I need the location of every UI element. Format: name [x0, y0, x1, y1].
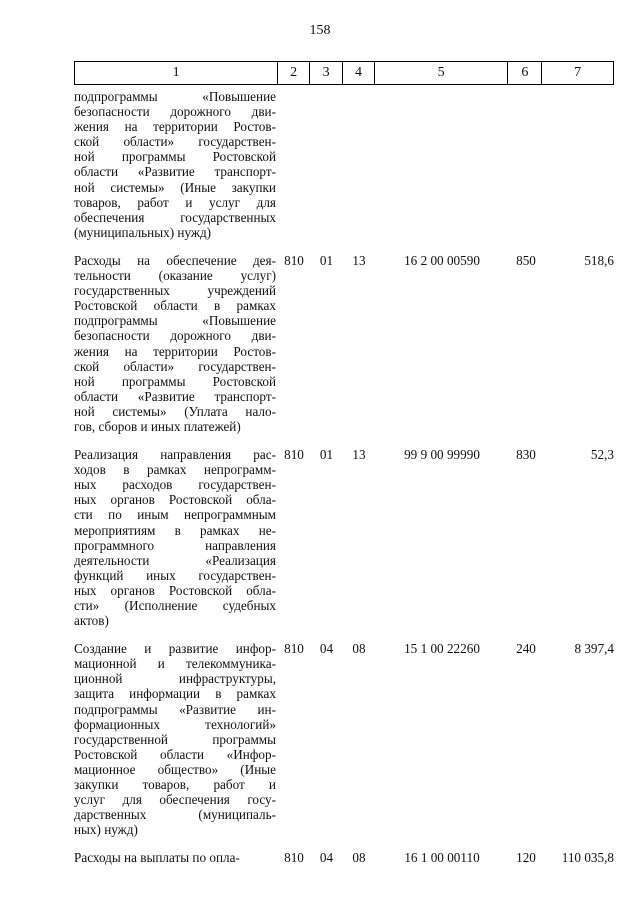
admin-code-cell: 810 [284, 850, 304, 866]
table-body [74, 89, 614, 866]
description-line: безопасности дорожного дви- [74, 328, 276, 344]
description-line: Реализация направления рас- [74, 447, 276, 463]
description-line: ной программы Ростовской [74, 149, 276, 165]
description-line: товаров, работ и услуг для [74, 194, 276, 210]
description-line: обеспечения государственных [74, 209, 276, 225]
description-line: безопасности дорожного дви- [74, 104, 276, 120]
description-line: (муниципальных) нужд) [74, 224, 212, 240]
table-row [74, 447, 614, 628]
description-line: мационной и телекоммуника- [74, 656, 276, 672]
description-line: ной системы» (Иные закупки [74, 179, 276, 195]
row-description [74, 253, 276, 434]
header-col-4: 4 [343, 62, 375, 84]
expense-type-cell: 240 [516, 641, 536, 657]
description-line: тельности (оказание услуг) [74, 268, 276, 284]
description-line: подпрограммы «Повышение [74, 89, 276, 104]
page-number: 158 [309, 23, 331, 38]
subsection-code-cell: 13 [352, 447, 366, 463]
target-article-cell: 15 1 00 22260 [404, 641, 480, 657]
subsection-code-cell: 08 [352, 641, 366, 657]
expense-type-cell: 830 [516, 447, 536, 463]
description-line: области «Развитие транспорт- [74, 388, 276, 404]
description-line: функций иных государствен- [74, 567, 276, 583]
table-row [74, 641, 614, 837]
section-code-cell: 04 [319, 850, 334, 866]
header-col-2: 2 [278, 62, 310, 84]
description-line: услуг для обеспечения госу- [74, 792, 276, 808]
description-line: государственной программы [74, 731, 276, 747]
description-line: дарственных (муниципаль- [74, 807, 276, 823]
section-code-cell: 01 [319, 447, 334, 463]
amount-cell: 52,3 [590, 447, 614, 463]
description-line: подпрограммы «Развитие ин- [74, 701, 276, 717]
header-col-7: 7 [574, 65, 582, 80]
amount-cell: 8 397,4 [574, 641, 614, 657]
description-line: ской области» государствен- [74, 358, 276, 374]
target-article-cell: 16 2 00 00590 [404, 252, 480, 268]
description-line: гов, сборов и иных платежей) [74, 418, 241, 434]
description-line: закупки товаров, работ и [74, 777, 276, 793]
table-header [74, 61, 614, 85]
description-line: Создание и развитие инфор- [74, 641, 276, 657]
admin-code-cell: 810 [284, 447, 304, 463]
amount-cell: 110 035,8 [561, 850, 614, 866]
section-code-cell: 01 [319, 252, 334, 268]
description-line: Расходы на обеспечение дея- [74, 252, 276, 268]
description-line: жения на территории Ростов- [74, 343, 276, 359]
description-line: Расходы на выплаты по опла- [74, 850, 240, 866]
description-line: жения на территории Ростов- [74, 119, 276, 135]
description-line: формационных технологий» [74, 716, 276, 732]
header-col-5: 5 [375, 62, 509, 84]
subsection-code-cell: 13 [352, 252, 366, 268]
description-line: мационное общество» (Иные [74, 761, 276, 777]
header-col-1: 1 [75, 62, 278, 84]
description-line: ной системы» (Уплата нало- [74, 403, 276, 419]
description-line: актов) [74, 613, 109, 629]
admin-code-cell: 810 [284, 252, 304, 268]
description-line: области «Развитие транспорт- [74, 164, 276, 180]
description-line: ской области» государствен- [74, 134, 276, 150]
header-col-3: 3 [310, 62, 343, 84]
description-line: ных) нужд) [74, 822, 138, 838]
row-description [74, 89, 276, 240]
row-description [74, 641, 276, 837]
description-line: ходов в рамках непрограмм- [74, 462, 276, 478]
target-article-cell: 16 1 00 00110 [404, 850, 480, 866]
table-row [74, 850, 614, 865]
section-code-cell: 04 [319, 641, 334, 657]
subsection-code-cell: 08 [352, 850, 366, 866]
description-line: ной программы Ростовской [74, 373, 276, 389]
description-line: защита информации в рамках [74, 686, 276, 702]
row-description [74, 447, 276, 628]
description-line: сти» (Исполнение судебных [74, 598, 276, 613]
description-line: ных расходов государствен- [74, 477, 276, 493]
description-line: Ростовской области в рамках [74, 298, 276, 314]
expense-type-cell: 120 [516, 850, 536, 866]
description-line: ных органов Ростовской обла- [74, 582, 276, 598]
description-line: Ростовской области «Инфор- [74, 746, 276, 762]
description-line: мероприятиям в рамках не- [74, 522, 276, 538]
expense-type-cell: 850 [516, 252, 536, 268]
header-col-6: 6 [508, 62, 542, 84]
description-line: деятельности «Реализация [74, 552, 276, 568]
target-article-cell: 99 9 00 99990 [404, 447, 480, 463]
description-line: ных органов Ростовской обла- [74, 492, 276, 508]
description-line: государственных учреждений [74, 283, 276, 299]
description-line: подпрограммы «Повышение [74, 313, 276, 329]
description-line: программного направления [74, 537, 276, 553]
row-description [74, 850, 276, 865]
description-line: сти по иным непрограммным [74, 507, 276, 523]
amount-cell: 518,6 [584, 252, 614, 268]
table-row [74, 253, 614, 434]
description-line: ционной инфраструктуры, [74, 671, 276, 687]
table-row [74, 89, 614, 240]
admin-code-cell: 810 [284, 641, 304, 657]
